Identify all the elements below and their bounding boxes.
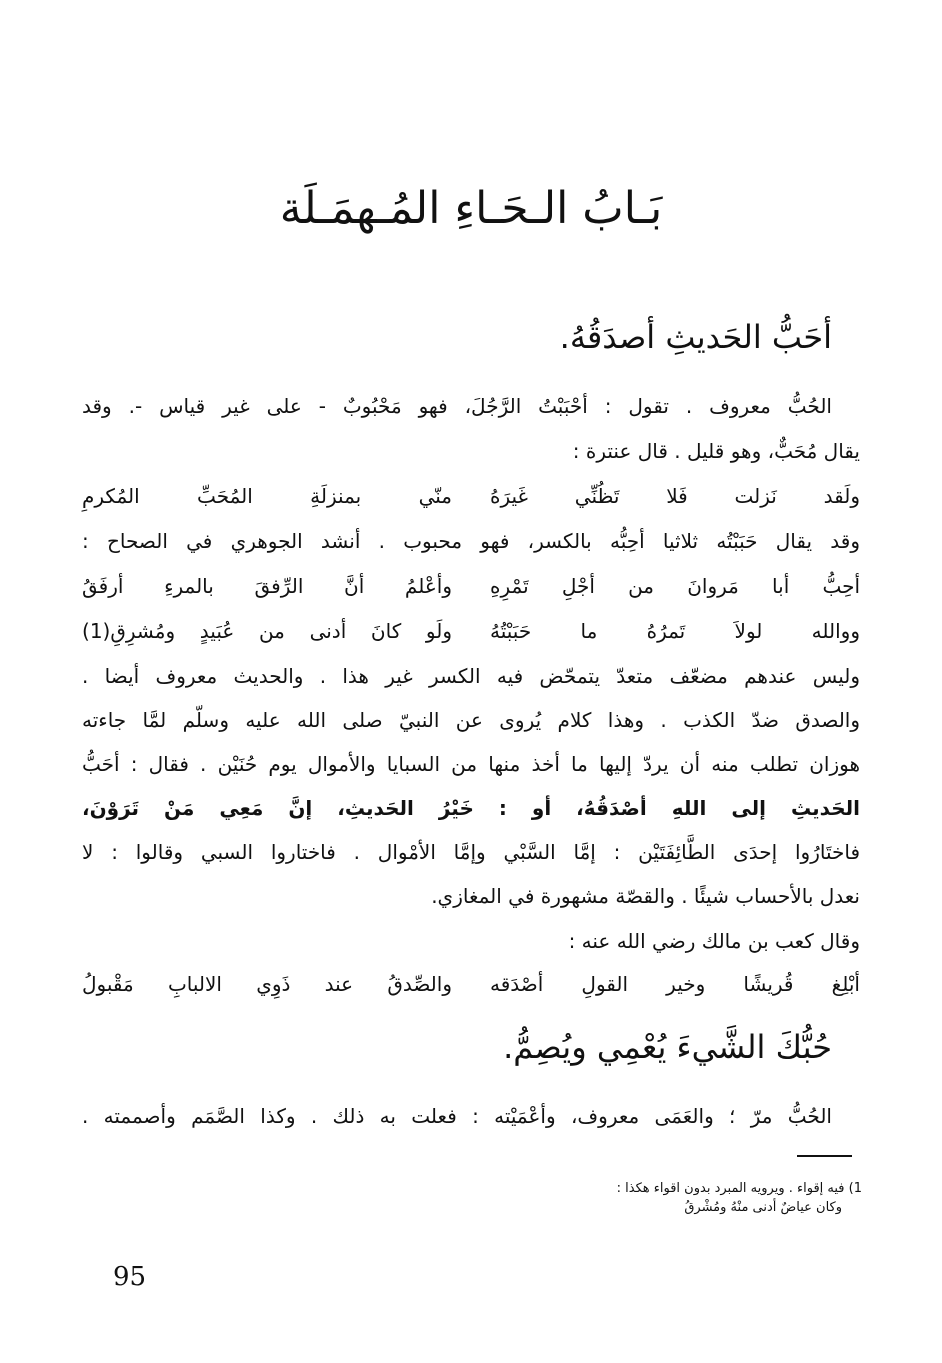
verse-line (82, 482, 860, 510)
verse-second-hemistich: ولَو كانَ أدنى من عُبَيدٍ ومُشرِقِ(1) (82, 619, 452, 643)
paragraph-line: الحُبُّ مرّ ؛ والعَمَى معروف، وأعْمَيْته : فعلت به ذلك . وكذا الصَّمَم وأصممته . (82, 1104, 832, 1128)
paragraph-line: وقال كعب بن مالك رضي الله عنه : (568, 929, 860, 953)
verse-first-hemistich: أبْلِغ قُريشًا وخير القولِ أصْدَقه (490, 972, 860, 996)
verse-line (82, 970, 860, 998)
footnote-divider (797, 1155, 852, 1157)
paragraph-line: هوزان تطلب منه أن يردّ إليها ما أخذ منها من السبايا والأموال يوم حُنَيْن . فقال : أحَبُّ (82, 752, 860, 776)
proverb-heading: حُبُّكَ الشَّيءَ يُعْمِي ويُصِمُّ. (503, 1028, 832, 1066)
paragraph-line-bold: الحَديثِ إلى اللهِ أصْدَقُهُ، أو : خَيْرُ الحَديثِ، إنَّ مَعِي مَنْ تَرَوْنَ، (82, 796, 860, 820)
verse-second-hemistich: منّي بمنزلَةِ المُحَبِّ المُكرمِ (82, 484, 452, 508)
paragraph-line: وليس عندهم مضعّف متعدّ يتمحّض فيه الكسر غير هذا . والحديث معروف أيضا . (82, 664, 860, 688)
page-number: 95 (113, 1262, 147, 1292)
proverb-heading: أحَبُّ الحَديثِ أصدَقُهُ. (559, 318, 832, 356)
verse-line (82, 617, 860, 645)
verse-first-hemistich: أحِبُّ أبا مَروانَ من أجْلِ تَمْرِهِ (490, 574, 860, 598)
verse-first-hemistich: ولَقد نَزلت فَلا تَظُنِّي غَيرَهُ (490, 484, 860, 508)
verse-line (82, 572, 860, 600)
paragraph-line: والصدق ضدّ الكذب . وهذا كلام يُروى عن النبيّ صلى الله عليه وسلّم لمَّا جاءته (82, 708, 860, 732)
paragraph-line: يقال مُحَبٌّ، وهو قليل . قال عنترة : (572, 439, 860, 463)
footnote-line: 1) فيه إقواء . ويرويه المبرد بدون اقواء هكذا : (616, 1181, 862, 1196)
verse-second-hemistich: وأعْلمُ أنَّ الرِّفقَ بالمرءِ أرفَقُ (82, 574, 452, 598)
paragraph-line: نعدل بالأحساب شيئًا . والقصّة مشهورة في المغازي. (431, 884, 860, 908)
paragraph-line: وقد يقال حَبَبْتُه ثلاثيا أحِبُّه بالكسر، فهو محبوب . أنشد الجوهري في الصحاح : (82, 529, 860, 553)
chapter-title: بَـابُ الـحَـاءِ المُـهمَـلَة (279, 183, 663, 234)
footnote-line: وكان عياضٌ أدنى منْهُ ومُشْرقُ (684, 1200, 842, 1215)
verse-first-hemistich: ووالله لولاَ تَمرُهُ ما حَبَبْتُهُ (490, 619, 860, 643)
paragraph-line: الحُبُّ معروف . تقول : أحْبَبْتُ الرَّجُلَ، فهو مَحْبُوبٌ - على غير قياس -. وقد (82, 394, 832, 418)
paragraph-line: فاختَارُوا إحدَى الطَّائِفَتَيْن : إمَّا السَّبْي وإمَّا الأمْوال . فاختاروا السبي وقالوا : لا (82, 840, 860, 864)
verse-second-hemistich: والصِّدقُ عند ذَوِي الالبابِ مَقْبولُ (82, 972, 452, 996)
